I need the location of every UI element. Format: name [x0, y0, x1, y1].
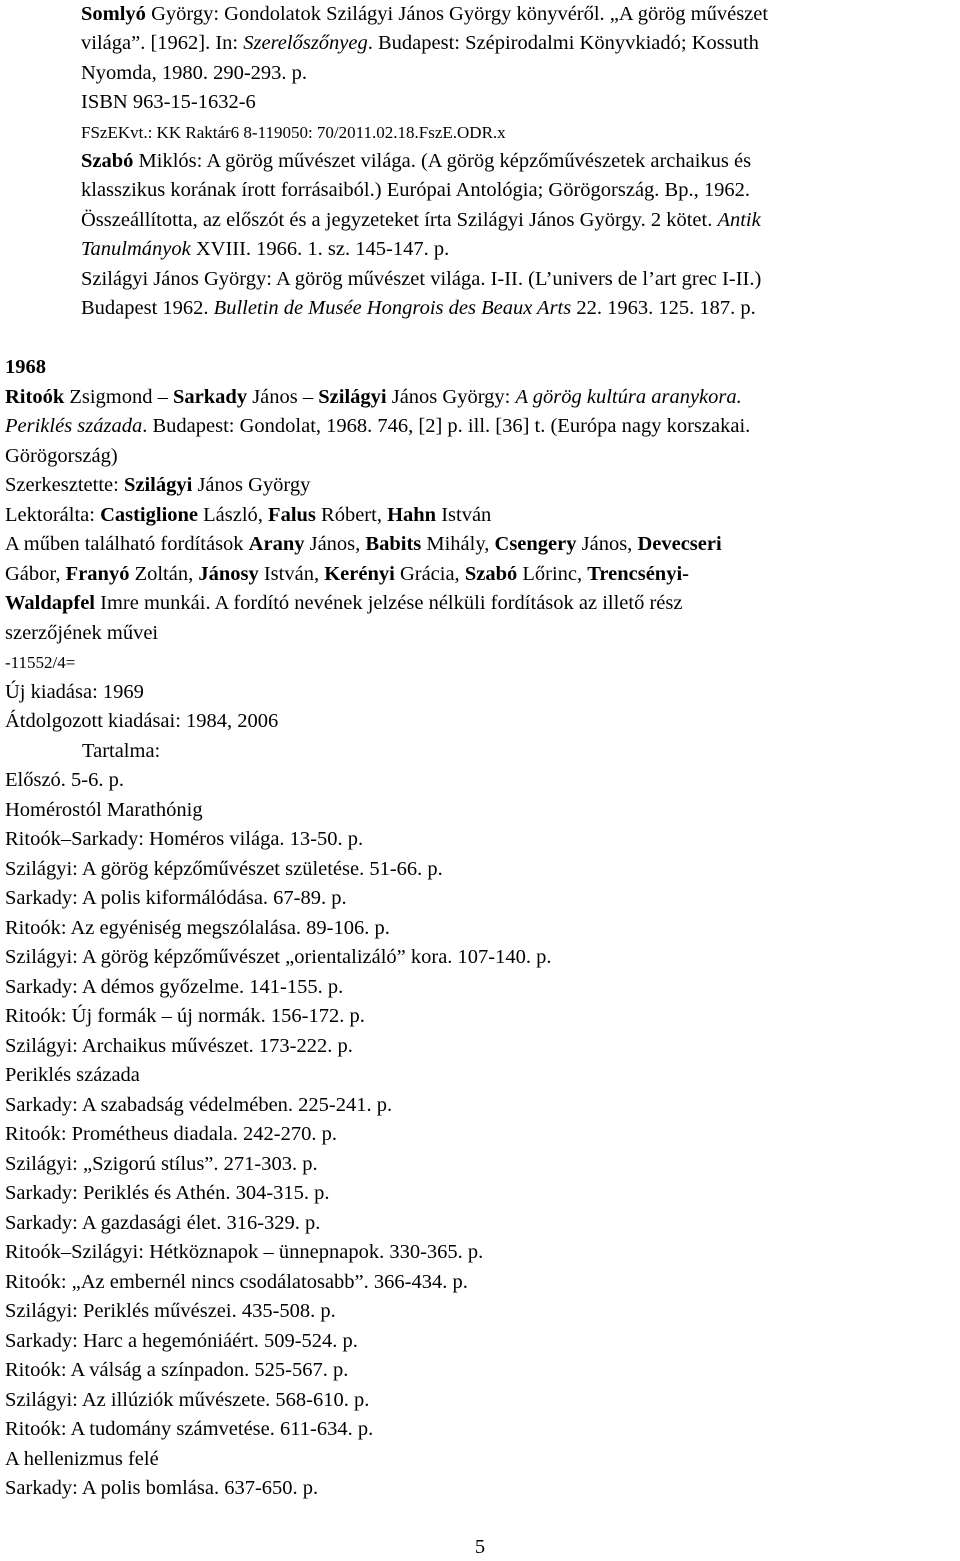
previous-entries — [81, 0, 953, 323]
entry-text: . Budapest: Szépirodalmi Könyvkiadó; Kossuth — [367, 32, 759, 55]
toc-item: Ritoók: Az egyéniség megszólalása. 89-106. p. — [5, 916, 390, 939]
toc-item: Sarkady: Periklés és Athén. 304-315. p. — [5, 1182, 330, 1204]
author-name: Somlyó — [81, 3, 146, 25]
toc-item: Ritoók: A tudomány számvetése. 611-634. p. — [5, 1418, 374, 1440]
toc-item: Előszó. 5-6. p. — [5, 769, 124, 791]
entry-text: János, — [576, 533, 638, 555]
entry-line: Szilágyi János György: A görög művészet világa. I-II. (L’univers de l’art grec I-II.) — [81, 267, 762, 290]
entry-text: Lőrinc, — [517, 562, 588, 585]
translators-line — [5, 530, 955, 560]
toc-item: Ritoók: Prométheus diadala. 242-270. p. — [5, 1123, 337, 1145]
toc-item: Sarkady: A szabadság védelmében. 225-241. p. — [5, 1093, 393, 1116]
author-name: Szabó — [81, 150, 134, 173]
main-entry — [5, 353, 955, 1504]
editor-label: Szerkesztette: — [5, 474, 124, 496]
entry-line — [81, 29, 953, 58]
author-name: Szilágyi — [123, 474, 193, 496]
author-name: Castiglione — [100, 503, 199, 526]
lector-line — [5, 501, 955, 531]
entry-text: Grácia, — [394, 562, 465, 585]
entry-text: világa”. [1962]. In: — [81, 32, 244, 55]
contents-label: Tartalma: — [82, 739, 161, 762]
entry-text: Gábor, — [5, 562, 66, 585]
entry-line — [81, 0, 953, 29]
entry-text: Zoltán, — [129, 562, 199, 585]
toc-item: Sarkady: A polis bomlása. 637-650. p. — [5, 1477, 319, 1499]
toc-item: Szilágyi: „Szigorú stílus”. 271-303. p. — [5, 1152, 318, 1175]
author-name: Szabó — [464, 562, 518, 585]
toc-item: Ritoók: „Az embernél nincs csodálatosabb”. 366-434. p. — [5, 1270, 468, 1293]
entry-text: . Budapest: Gondolat, 1968. 746, [2] p. ill. [36] t. (Európa nagy korszakai. — [142, 415, 751, 437]
toc-item: Szilágyi: Periklés művészei. 435-508. p. — [5, 1300, 336, 1322]
author-name: Devecseri — [637, 533, 722, 555]
entry-text: János, — [304, 533, 366, 555]
author-name: Ritoók — [5, 385, 65, 408]
toc-item: Ritoók–Szilágyi: Hétköznapok – ünnepnapok. 330-365. p. — [5, 1241, 484, 1263]
entry-line — [81, 206, 953, 235]
entry-line — [81, 235, 953, 264]
journal-title: Tanulmányok — [81, 238, 191, 261]
entry-text: István, — [258, 562, 325, 585]
entry-text: János – — [247, 385, 319, 408]
author-name: Kerényi — [324, 562, 395, 585]
translators-line — [5, 589, 955, 619]
entry-text: István — [436, 503, 492, 526]
entry-text: Budapest 1962. — [81, 297, 214, 320]
entry-line — [81, 147, 953, 176]
book-title: A görög kultúra aranykora. — [515, 385, 742, 408]
toc-item: Szilágyi: Az illúziók művészete. 568-610. p. — [5, 1388, 370, 1411]
entry-text: Miklós: A görög művészet világa. (A görög képzőművészetek archaikus és — [133, 150, 752, 173]
entry-line: Görögország) — [5, 444, 118, 467]
toc-item: Sarkady: A démos győzelme. 141-155. p. — [5, 975, 344, 998]
editor-line — [5, 471, 955, 501]
shelf-mark: FSzEKvt.: KK Raktár6 8-119050: 70/2011.02.18.FszE.ODR.x — [81, 122, 506, 142]
toc-item: Szilágyi: Archaikus művészet. 173-222. p. — [5, 1034, 353, 1057]
entry-text: György: Gondolatok Szilágyi János György könyvéről. „A görög művészet — [145, 3, 769, 25]
author-name: Szilágyi — [318, 385, 387, 408]
author-name: Babits — [365, 533, 422, 555]
author-name: Csengery — [494, 533, 577, 555]
toc-item: Ritoók: A válság a színpadon. 525-567. p. — [5, 1359, 349, 1381]
toc-item: A hellenizmus felé — [5, 1447, 159, 1470]
toc-item: Sarkady: Harc a hegemóniáért. 509-524. p. — [5, 1329, 358, 1352]
author-name: Sarkady — [173, 385, 248, 408]
toc-item: Ritoók: Új formák – új normák. 156-172. p. — [5, 1005, 365, 1027]
year-label: 1968 — [5, 356, 46, 378]
author-name: Waldapfel — [5, 592, 95, 614]
entry-text: XVIII. 1966. 1. sz. 145-147. p. — [190, 238, 450, 261]
entry-text: Összeállította, az előszót és a jegyzeteket írta Szilágyi János György. 2 kötet. — [81, 208, 718, 231]
author-name: Hahn — [387, 503, 437, 526]
entry-text: Mihály, — [421, 533, 495, 555]
translators-line: szerzőjének művei — [5, 621, 159, 644]
page-number: 5 — [474, 1536, 486, 1558]
toc-item: Sarkady: A gazdasági élet. 316-329. p. — [5, 1211, 321, 1234]
year-heading — [5, 353, 955, 383]
toc-item: Homérostól Marathónig — [5, 798, 203, 821]
entry-line: Nyomda, 1980. 290-293. p. — [81, 61, 308, 84]
entry-text: Zsigmond – — [64, 385, 174, 408]
entry-text: Róbert, — [315, 503, 388, 526]
entry-text: László, — [198, 503, 269, 526]
author-name: Arany — [248, 533, 305, 555]
lector-label: Lektorálta: — [5, 503, 101, 526]
entry-text: János György: — [386, 385, 516, 408]
lector-list — [100, 504, 491, 526]
catalog-code: -11552/4= — [5, 653, 76, 672]
author-name: Falus — [268, 503, 316, 526]
toc-item: Periklés százada — [5, 1064, 140, 1086]
entry-line: klasszikus korának írott forrásaiból.) Európai Antológia; Görögország. Bp., 1962. — [81, 179, 750, 202]
entry-line — [5, 412, 955, 442]
entry-line — [81, 294, 953, 323]
journal-title: Szerelőszőnyeg — [243, 32, 368, 55]
new-edition: Új kiadása: 1969 — [5, 680, 144, 703]
toc-item: Szilágyi: A görög képzőművészet „orientalizáló” kora. 107-140. p. — [5, 946, 552, 968]
author-name: Jánosy — [198, 562, 259, 585]
entry-text: 22. 1963. 125. 187. p. — [571, 297, 756, 320]
revised-editions: Átdolgozott kiadásai: 1984, 2006 — [5, 710, 279, 732]
table-of-contents — [5, 766, 955, 1504]
entry-line — [5, 383, 955, 413]
entry-text: A műben található fordítások — [5, 533, 249, 555]
translators-line — [5, 560, 955, 590]
journal-title: Antik — [717, 208, 761, 231]
entry-text: Imre munkái. A fordító nevének jelzése nélküli fordítások az illető rész — [95, 592, 683, 614]
isbn: ISBN 963-15-1632-6 — [81, 91, 256, 114]
entry-text: János György — [192, 474, 311, 496]
toc-item: Ritoók–Sarkady: Homéros világa. 13-50. p. — [5, 828, 364, 850]
journal-title: Bulletin de Musée Hongrois des Beaux Arts — [213, 297, 572, 320]
author-name: Trencsényi- — [587, 562, 689, 585]
book-subtitle: Periklés százada — [5, 415, 143, 437]
toc-item: Sarkady: A polis kiformálódása. 67-89. p. — [5, 887, 347, 909]
toc-item: Szilágyi: A görög képzőművészet születése. 51-66. p. — [5, 857, 443, 880]
author-name: Franyó — [65, 562, 130, 585]
